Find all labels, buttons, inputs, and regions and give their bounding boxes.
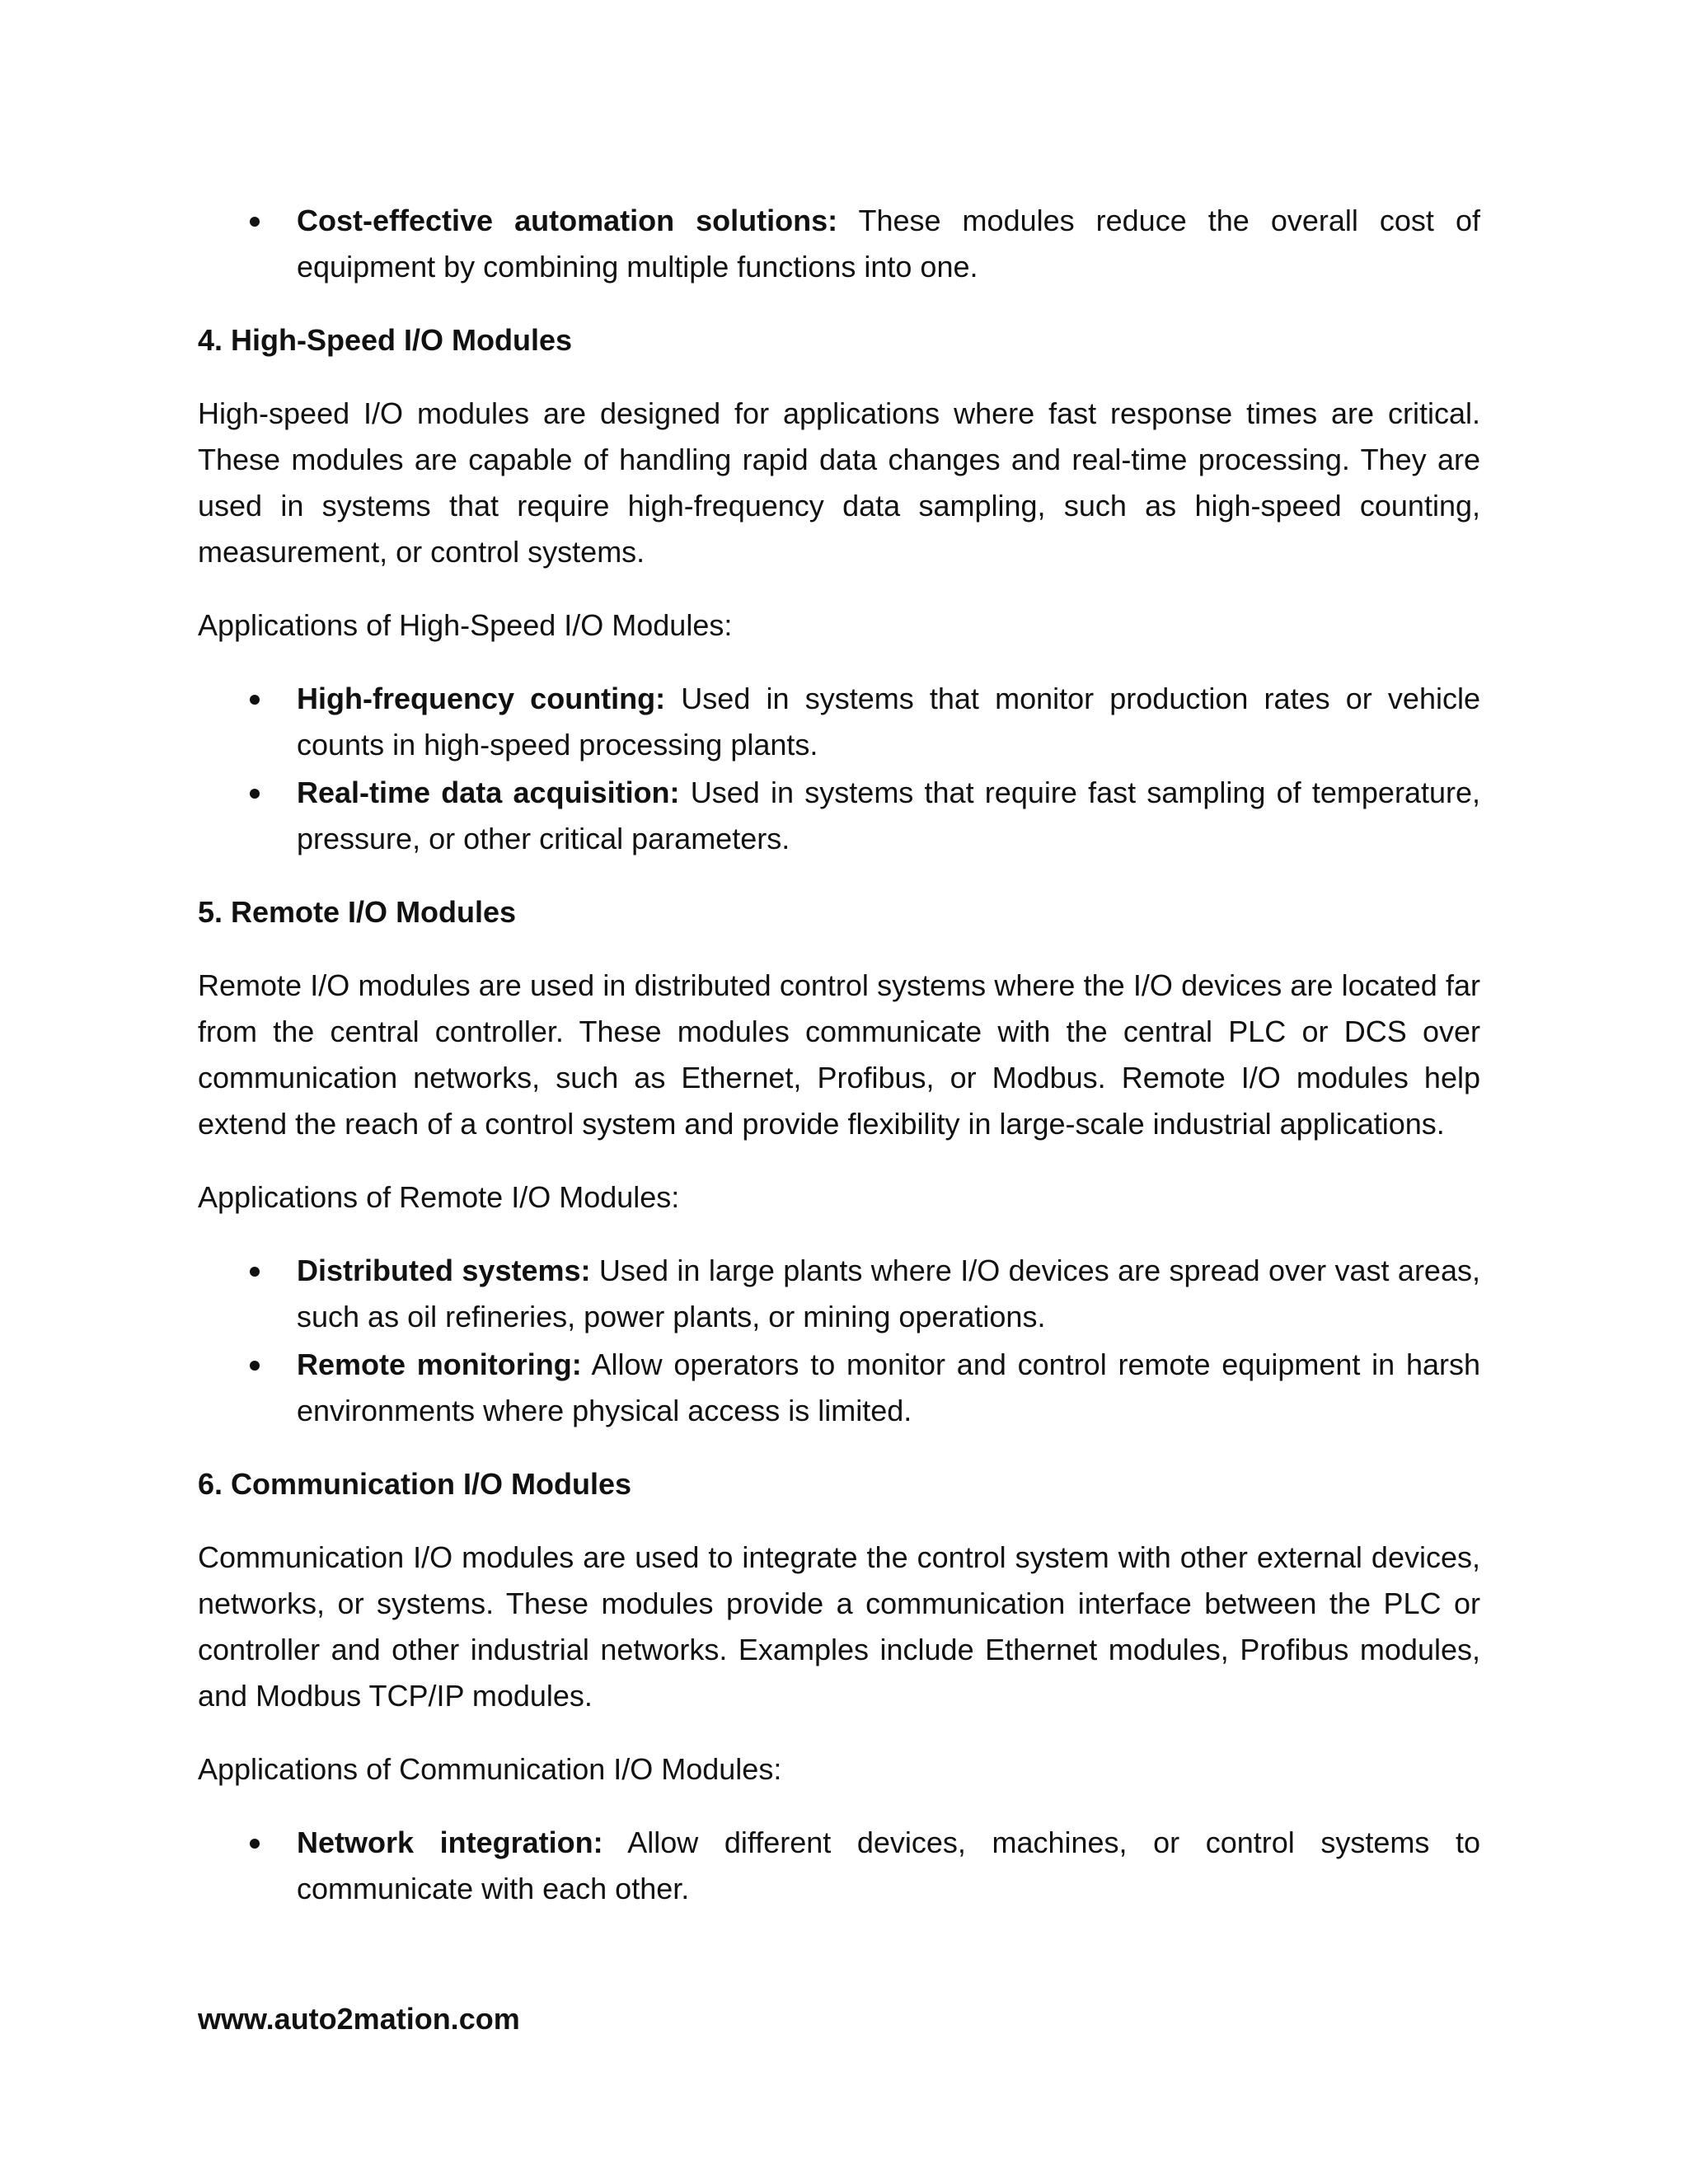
section-body-remote: Remote I/O modules are used in distributed control systems where the I/O devices are located far from the central controller. These modules communicate with the central PLC or DCS over communication networks, such as Ethernet, Profibus, or Modbus. Remote I/O modules help extend the reach of a control system and provide flexibility in large-scale industrial applications. bbox=[198, 968, 1480, 1141]
section-body-high-speed: High-speed I/O modules are designed for applications where fast response times are critical. These modules are capable of handling rapid data changes and real-time processing. They are used in systems that require high-frequency data sampling, such as high-speed counting, measurement, or control systems. bbox=[198, 396, 1480, 569]
footer-website: www.auto2mation.com bbox=[198, 2002, 520, 2036]
cost-effective-list bbox=[198, 198, 1480, 290]
bullet-term: Real-time data acquisition: bbox=[297, 776, 680, 809]
bullet-term: Network integration: bbox=[297, 1825, 603, 1859]
bullet-text: Allow different devices, machines, or control systems to communicate with each other. bbox=[297, 1825, 1480, 1905]
bullet-text: These modules reduce the overall cost of equipment by combining multiple functions into one. bbox=[297, 204, 1480, 284]
bullet-term: High-frequency counting: bbox=[297, 682, 666, 715]
remote-applications-list bbox=[198, 1248, 1480, 1434]
list-item bbox=[198, 676, 1480, 768]
section-heading-high-speed: 4. High-Speed I/O Modules bbox=[198, 323, 573, 357]
list-item bbox=[198, 1342, 1480, 1434]
bullet-text: Used in systems that require fast sampling of temperature, pressure, or other critical parameters. bbox=[297, 776, 1480, 855]
communication-applications-list bbox=[198, 1820, 1480, 1912]
section-heading-communication: 6. Communication I/O Modules bbox=[198, 1467, 632, 1501]
bullet-term: Remote monitoring: bbox=[297, 1347, 582, 1381]
applications-label-communication: Applications of Communication I/O Modules: bbox=[198, 1752, 782, 1786]
bullet-text: Allow operators to monitor and control remote equipment in harsh environments where physical access is limited. bbox=[297, 1347, 1481, 1427]
list-item bbox=[198, 1820, 1480, 1912]
bullet-icon bbox=[250, 695, 260, 705]
applications-label-remote: Applications of Remote I/O Modules: bbox=[198, 1180, 680, 1214]
section-body-communication: Communication I/O modules are used to integrate the control system with other external devices, networks, or systems. These modules provide a communication interface between the PLC or controller and other industrial networks. Examples include Ethernet modules, Profibus modules, and Modbus TCP/IP modules. bbox=[198, 1540, 1480, 1713]
page-content bbox=[198, 198, 1480, 1939]
section-heading-remote: 5. Remote I/O Modules bbox=[198, 895, 517, 929]
bullet-term: Cost-effective automation solutions: bbox=[297, 204, 838, 237]
list-item bbox=[198, 770, 1480, 862]
bullet-text: Used in systems that monitor production rates or vehicle counts in high-speed processing plants. bbox=[297, 682, 1480, 762]
bullet-term: Distributed systems: bbox=[297, 1254, 591, 1287]
bullet-icon bbox=[250, 217, 260, 227]
bullet-icon bbox=[250, 1361, 260, 1371]
high-speed-applications-list bbox=[198, 676, 1480, 862]
bullet-text: Used in large plants where I/O devices are spread over vast areas, such as oil refineries, power plants, or mining operations. bbox=[297, 1254, 1480, 1333]
list-item bbox=[198, 198, 1480, 290]
bullet-icon bbox=[250, 1839, 260, 1849]
list-item bbox=[198, 1248, 1480, 1340]
applications-label-high-speed: Applications of High-Speed I/O Modules: bbox=[198, 608, 733, 642]
bullet-icon bbox=[250, 1267, 260, 1277]
bullet-icon bbox=[250, 789, 260, 799]
